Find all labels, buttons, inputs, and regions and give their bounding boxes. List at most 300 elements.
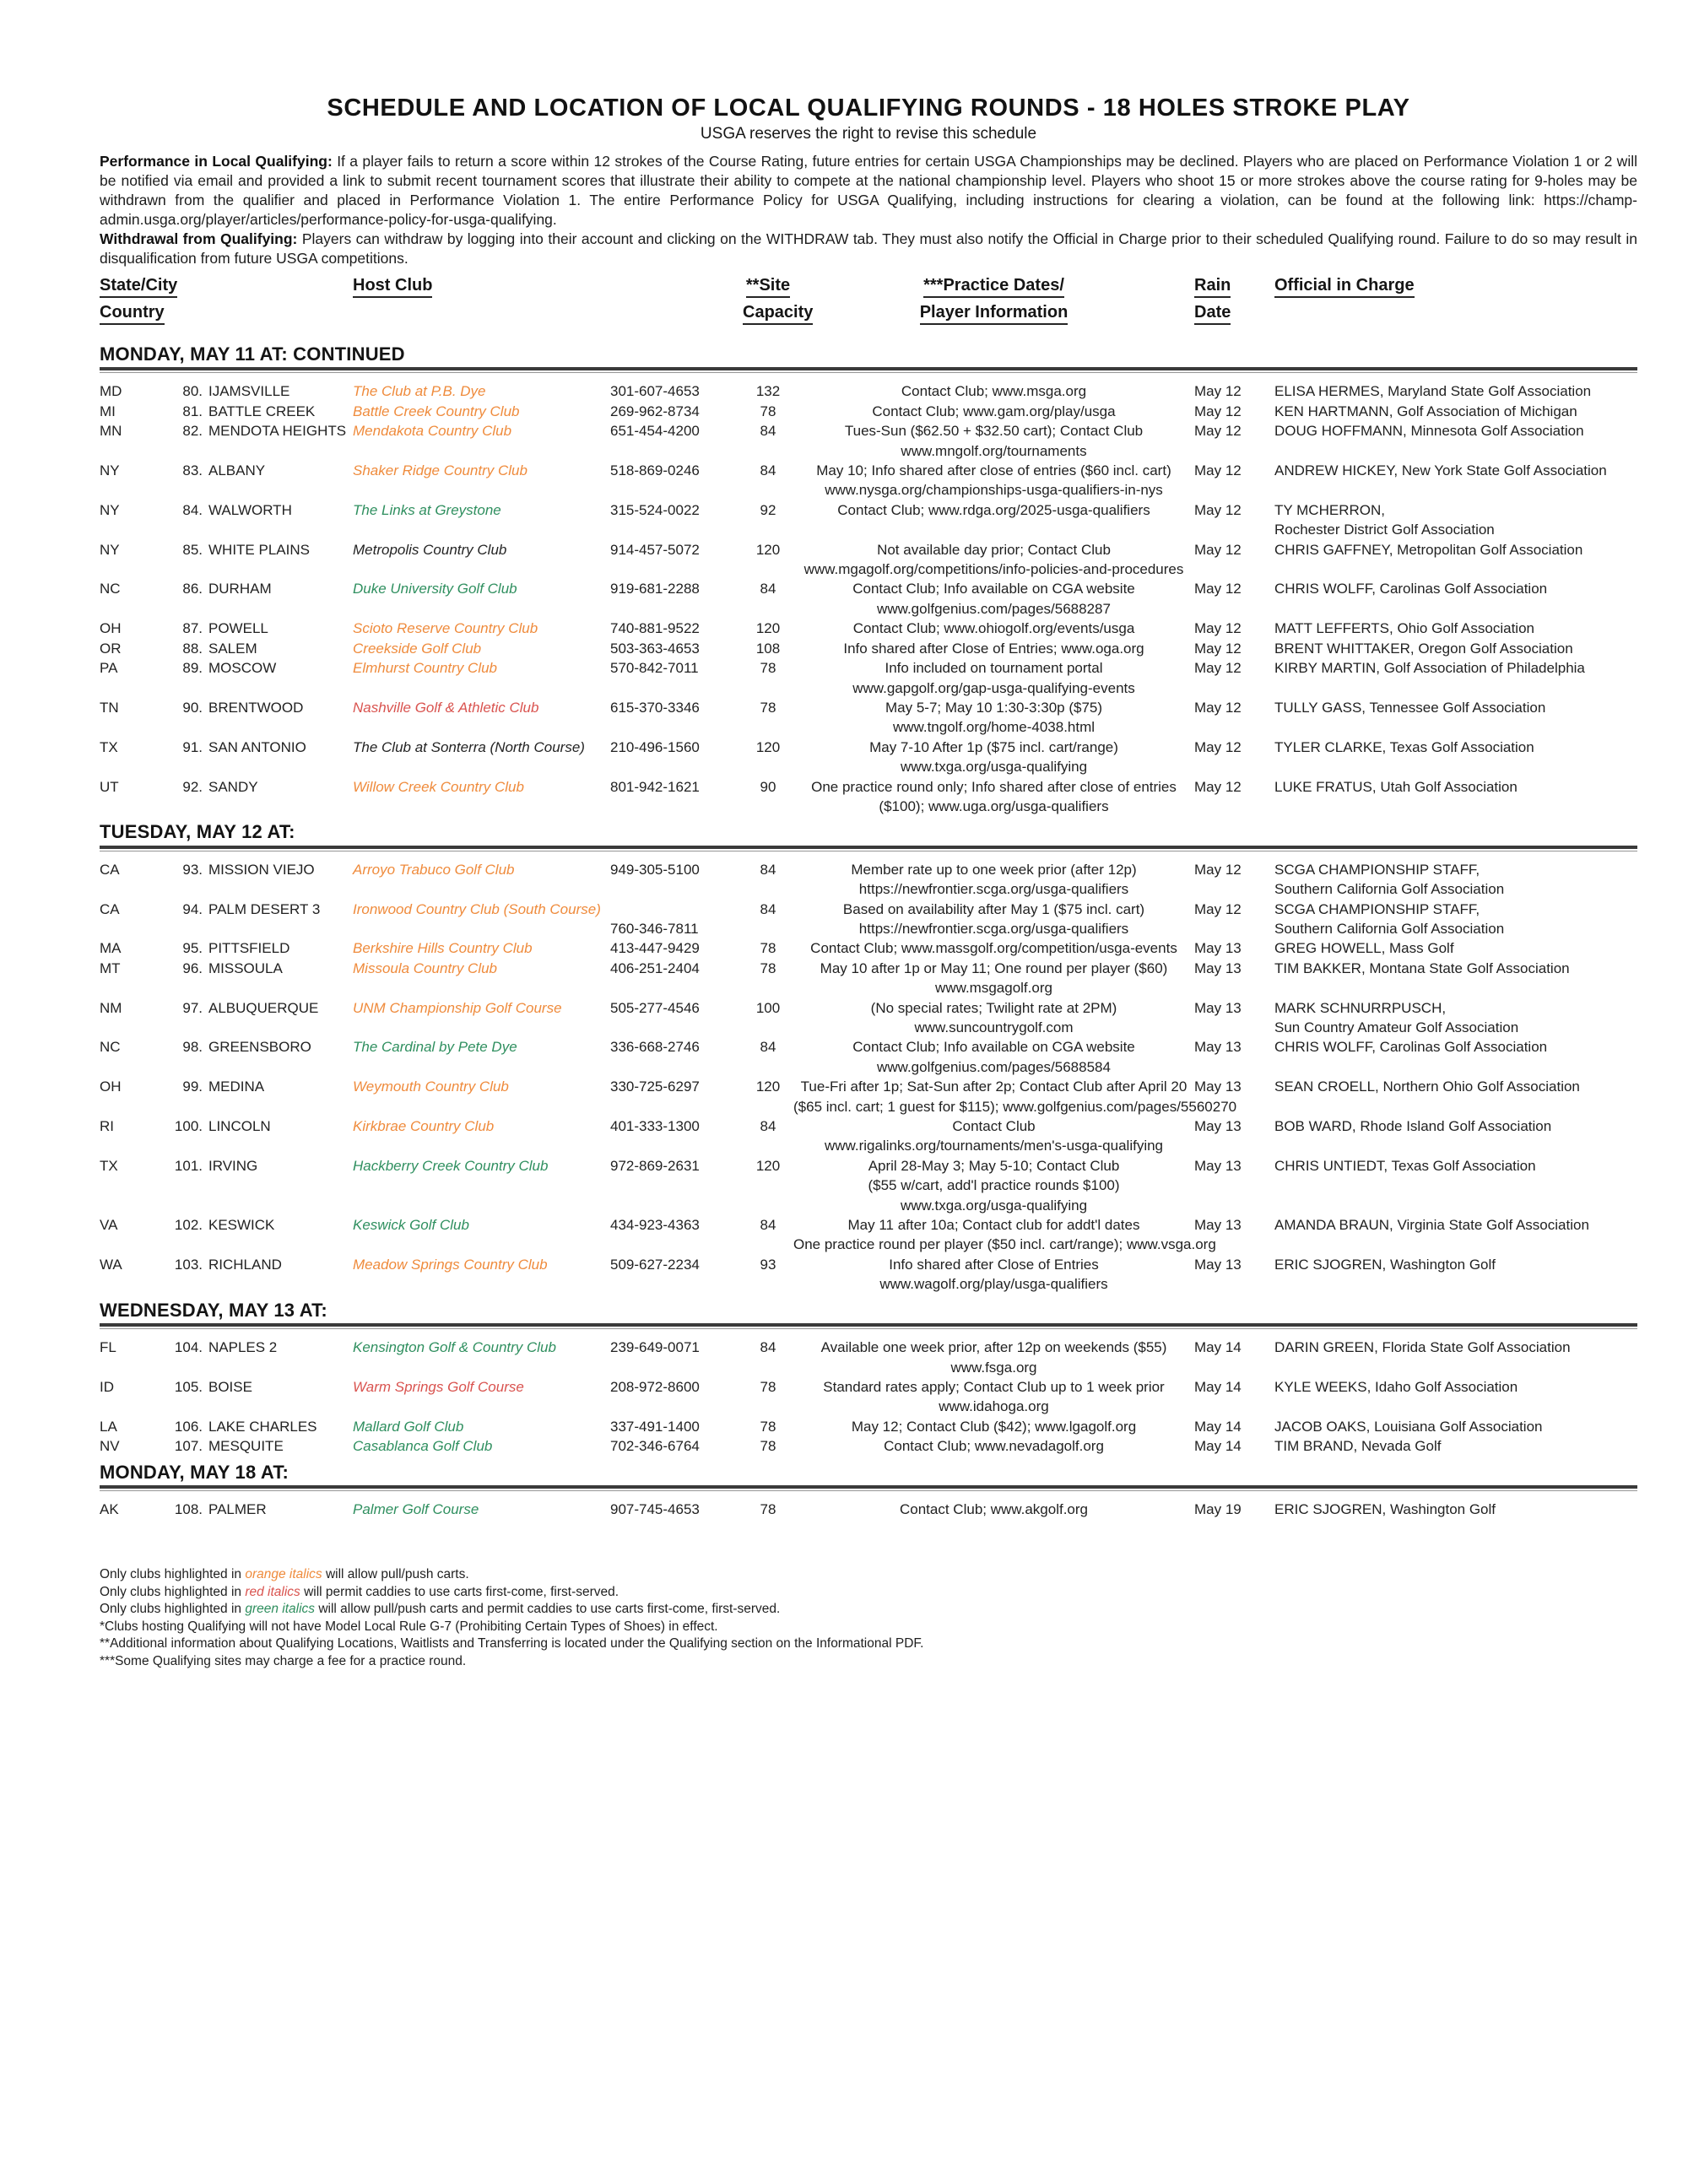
phone-cell: 210-496-1560	[610, 738, 700, 755]
rain-date-cell: May 12	[1194, 861, 1242, 878]
rain-date-cell: May 12	[1194, 738, 1242, 755]
capacity-cell: 78	[760, 403, 776, 419]
table-row	[100, 1215, 1637, 1255]
state-cell: NC	[100, 1039, 121, 1056]
phone-cell: 330-725-6297	[610, 1078, 700, 1095]
official-cell: GREG HOWELL, Mass Golf	[1274, 940, 1454, 957]
host-club-cell: Nashville Golf & Athletic Club	[353, 699, 539, 716]
capacity-cell: 120	[755, 620, 781, 637]
state-cell: OR	[100, 640, 122, 657]
city-number: 90.	[182, 699, 203, 716]
footnote-line: *Clubs hosting Qualifying will not have Model Local Rule G-7 (Prohibiting Certain Types of Shoes) in effect.	[100, 1619, 718, 1634]
phone-cell: 570-842-7011	[610, 660, 699, 677]
practice-info-cell: Contact Club; www.akgolf.org	[900, 1500, 1088, 1517]
official-cell: CHRIS UNTIEDT, Texas Golf Association	[1274, 1157, 1536, 1174]
city-cell: 88. SALEM	[169, 639, 353, 658]
column-header-label: State/City	[100, 277, 177, 298]
phone-cell: 702-346-6764	[610, 1438, 700, 1455]
capacity-cell: 84	[760, 423, 776, 440]
rain-date-cell: May 14	[1194, 1378, 1242, 1395]
qualifying-table	[100, 277, 1637, 1519]
table-row	[100, 402, 1637, 421]
phone-cell: 505-277-4546	[610, 999, 700, 1016]
official-cell: DOUG HOFFMANN, Minnesota Golf Association	[1274, 423, 1584, 440]
official-cell: BRENT WHITTAKER, Oregon Golf Association	[1274, 640, 1573, 657]
practice-info-cell: Standard rates apply; Contact Club up to 1 week prior www.idahoga.org	[823, 1378, 1165, 1415]
intro-paragraph-lead: Withdrawal from Qualifying:	[100, 230, 298, 247]
header-state-city-country	[100, 277, 353, 338]
host-club-cell: Palmer Golf Course	[353, 1500, 479, 1517]
rain-date-cell: May 13	[1194, 1078, 1242, 1095]
table-row	[100, 381, 1637, 401]
official-cell: DARIN GREEN, Florida State Golf Association	[1274, 1339, 1571, 1356]
phone-cell: 336-668-2746	[610, 1039, 700, 1056]
state-cell: ID	[100, 1378, 114, 1395]
rain-date-cell: May 12	[1194, 462, 1242, 479]
host-club-cell: Kirkbrae Country Club	[353, 1118, 495, 1135]
capacity-cell: 93	[760, 1256, 776, 1273]
state-cell: AK	[100, 1500, 119, 1517]
section-divider	[100, 367, 1637, 373]
city-cell: 94. PALM DESERT 3	[169, 900, 353, 939]
practice-info-cell: Member rate up to one week prior (after 12p) https://newfrontier.scga.org/usga-qualifiers	[851, 861, 1137, 898]
section-header: MONDAY, MAY 18 AT:	[100, 1461, 289, 1483]
official-cell: TYLER CLARKE, Texas Golf Association	[1274, 738, 1534, 755]
rain-date-cell: May 12	[1194, 383, 1242, 400]
city-number: 97.	[182, 999, 203, 1016]
official-cell: CHRIS WOLFF, Carolinas Golf Association	[1274, 581, 1548, 597]
rain-date-cell: May 13	[1194, 940, 1242, 957]
column-header-row	[100, 277, 1637, 338]
table-row	[100, 540, 1637, 580]
practice-info-cell: May 10 after 1p or May 11; One round per player ($60) www.msgagolf.org	[820, 960, 1168, 997]
host-club-cell: UNM Championship Golf Course	[353, 999, 562, 1016]
phone-cell: 651-454-4200	[610, 423, 700, 440]
table-row	[100, 1116, 1637, 1156]
phone-cell: 406-251-2404	[610, 960, 700, 976]
table-row	[100, 421, 1637, 461]
practice-info-cell: Tue-Fri after 1p; Sat-Sun after 2p; Contact Club after April 20 ($65 incl. cart; 1 guest for $115); www.golfgenius.com/pages/5560270	[793, 1078, 1237, 1115]
city-number: 108.	[174, 1500, 203, 1517]
official-cell: ANDREW HICKEY, New York State Golf Association	[1274, 462, 1607, 479]
city-number: 106.	[174, 1418, 203, 1435]
host-club-cell: Kensington Golf & Country Club	[353, 1339, 556, 1356]
practice-info-cell: May 10; Info shared after close of entries ($60 incl. cart) www.nysga.org/championships-usga-qualifiers-in-nys	[816, 462, 1171, 499]
phone-cell: 208-972-8600	[610, 1378, 700, 1395]
section-header-row	[100, 816, 1637, 859]
column-header-label: Official in Charge	[1274, 277, 1415, 298]
city-number: 91.	[182, 738, 203, 755]
capacity-cell: 78	[760, 1500, 776, 1517]
practice-info-cell: Info shared after Close of Entries www.wagolf.org/play/usga-qualifiers	[879, 1256, 1108, 1293]
practice-info-cell: Contact Club; www.nevadagolf.org	[884, 1438, 1104, 1455]
official-cell: KEN HARTMANN, Golf Association of Michigan	[1274, 403, 1577, 419]
state-cell: VA	[100, 1217, 118, 1234]
city-number: 103.	[174, 1256, 203, 1273]
capacity-cell: 78	[760, 1418, 776, 1435]
official-cell: TY MCHERRON, Rochester District Golf Association	[1274, 501, 1495, 538]
city-number: 100.	[174, 1118, 203, 1135]
capacity-cell: 120	[755, 738, 781, 755]
practice-info-cell: May 12; Contact Club ($42); www.lgagolf.org	[851, 1418, 1137, 1435]
rain-date-cell: May 12	[1194, 423, 1242, 440]
table-row	[100, 500, 1637, 540]
state-cell: OH	[100, 1078, 122, 1095]
table-row	[100, 777, 1637, 817]
state-cell: PA	[100, 660, 118, 677]
phone-cell: 503-363-4653	[610, 640, 700, 657]
column-header-label: Country	[100, 304, 165, 325]
practice-info-cell: Info included on tournament portal www.gapgolf.org/gap-usga-qualifying-events	[852, 660, 1135, 696]
city-cell: 103. RICHLAND	[169, 1255, 353, 1295]
capacity-cell: 78	[760, 699, 776, 716]
section-header-row	[100, 338, 1637, 381]
city-cell: 80. IJAMSVILLE	[169, 381, 353, 401]
host-club-cell: The Club at Sonterra (North Course)	[353, 738, 585, 755]
practice-info-cell: May 7-10 After 1p ($75 incl. cart/range) www.txga.org/usga-qualifying	[869, 738, 1118, 776]
city-cell: 83. ALBANY	[169, 461, 353, 500]
footnote-highlight: green italics	[245, 1602, 316, 1617]
capacity-cell: 84	[760, 861, 776, 878]
host-club-cell: Weymouth Country Club	[353, 1078, 509, 1095]
table-row	[100, 860, 1637, 900]
capacity-cell: 78	[760, 1438, 776, 1455]
city-cell: 95. PITTSFIELD	[169, 938, 353, 958]
phone-cell: 301-607-4653	[610, 383, 700, 400]
city-cell: 87. POWELL	[169, 619, 353, 638]
city-number: 84.	[182, 501, 203, 518]
table-row	[100, 461, 1637, 500]
table-row	[100, 1338, 1637, 1377]
state-cell: CA	[100, 900, 120, 917]
host-club-cell: Duke University Golf Club	[353, 581, 517, 597]
city-number: 92.	[182, 778, 203, 795]
capacity-cell: 90	[760, 778, 776, 795]
table-row	[100, 639, 1637, 658]
city-number: 93.	[182, 861, 203, 878]
official-cell: LUKE FRATUS, Utah Golf Association	[1274, 778, 1518, 795]
state-cell: TN	[100, 699, 119, 716]
official-cell: ERIC SJOGREN, Washington Golf	[1274, 1500, 1496, 1517]
city-number: 81.	[182, 403, 203, 419]
practice-info-cell: Based on availability after May 1 ($75 incl. cart) https://newfrontier.scga.org/usga-qualifiers	[842, 900, 1145, 937]
practice-info-cell: Info shared after Close of Entries; www.oga.org	[843, 640, 1144, 657]
host-club-cell: Hackberry Creek Country Club	[353, 1157, 549, 1174]
phone-cell: 972-869-2631	[610, 1157, 700, 1174]
official-cell: KYLE WEEKS, Idaho Golf Association	[1274, 1378, 1518, 1395]
official-cell: SCGA CHAMPIONSHIP STAFF, Southern California Golf Association	[1274, 861, 1505, 898]
capacity-cell: 78	[760, 960, 776, 976]
table-row	[100, 1417, 1637, 1436]
phone-cell: 949-305-5100	[610, 861, 700, 878]
state-cell: CA	[100, 861, 120, 878]
rain-date-cell: May 13	[1194, 1256, 1242, 1273]
host-club-cell: Berkshire Hills Country Club	[353, 940, 533, 957]
city-cell: 90. BRENTWOOD	[169, 698, 353, 738]
city-cell: 84. WALWORTH	[169, 500, 353, 540]
practice-info-cell: Available one week prior, after 12p on weekends ($55) www.fsga.org	[820, 1339, 1167, 1376]
host-club-cell: Elmhurst Country Club	[353, 660, 498, 677]
rain-date-cell: May 12	[1194, 620, 1242, 637]
state-cell: MN	[100, 423, 122, 440]
city-number: 96.	[182, 960, 203, 976]
city-cell: 107. MESQUITE	[169, 1436, 353, 1456]
phone-cell: 740-881-9522	[610, 620, 700, 637]
host-club-cell: Scioto Reserve Country Club	[353, 620, 538, 637]
city-number: 85.	[182, 541, 203, 558]
header-site-capacity	[743, 276, 814, 338]
rain-date-cell: May 12	[1194, 403, 1242, 419]
capacity-cell: 84	[760, 1339, 776, 1356]
rain-date-cell: May 13	[1194, 999, 1242, 1016]
official-cell: AMANDA BRAUN, Virginia State Golf Association	[1274, 1217, 1589, 1234]
rain-date-cell: May 12	[1194, 581, 1242, 597]
table-row	[100, 1500, 1637, 1519]
city-number: 101.	[174, 1157, 203, 1174]
rain-date-cell: May 14	[1194, 1418, 1242, 1435]
state-cell: NY	[100, 462, 120, 479]
capacity-cell: 120	[755, 541, 781, 558]
section-header-cell	[100, 1295, 1637, 1338]
footnote-line: Only clubs highlighted in green italics will allow pull/push carts and permit caddies to use carts first-come, first-served.	[100, 1602, 781, 1617]
capacity-cell: 78	[760, 1378, 776, 1395]
capacity-cell: 78	[760, 660, 776, 677]
section-header: TUESDAY, MAY 12 AT:	[100, 821, 295, 843]
capacity-cell: 132	[755, 383, 781, 400]
practice-info-cell: One practice round only; Info shared after close of entries ($100); www.uga.org/usga-qualifiers	[811, 778, 1177, 814]
city-cell: 105. BOISE	[169, 1377, 353, 1417]
city-number: 94.	[182, 900, 203, 917]
state-cell: UT	[100, 778, 119, 795]
header-rain-date	[1194, 277, 1274, 338]
host-club-cell: Mallard Golf Club	[353, 1418, 464, 1435]
table-row	[100, 998, 1637, 1038]
state-cell: TX	[100, 738, 118, 755]
footnotes	[100, 1566, 1637, 1670]
city-number: 107.	[174, 1438, 203, 1455]
practice-info-cell: Contact Club; www.rdga.org/2025-usga-qualifiers	[837, 501, 1150, 518]
capacity-cell: 120	[755, 1078, 781, 1095]
section-header: WEDNESDAY, MAY 13 AT:	[100, 1299, 327, 1321]
practice-info-cell: Contact Club; www.massgolf.org/competition/usga-events	[810, 940, 1177, 957]
host-club-cell: Creekside Golf Club	[353, 640, 482, 657]
city-cell: 102. KESWICK	[169, 1215, 353, 1255]
official-cell: CHRIS WOLFF, Carolinas Golf Association	[1274, 1039, 1548, 1056]
official-cell: TULLY GASS, Tennessee Golf Association	[1274, 699, 1546, 716]
table-row	[100, 698, 1637, 738]
table-row	[100, 658, 1637, 698]
host-club-cell: The Links at Greystone	[353, 501, 501, 518]
practice-info-cell: Contact Club; www.msga.org	[901, 383, 1087, 400]
official-cell: JACOB OAKS, Louisiana Golf Association	[1274, 1418, 1543, 1435]
city-number: 104.	[174, 1339, 203, 1356]
intro-paragraph-lead: Performance in Local Qualifying:	[100, 153, 333, 170]
city-number: 87.	[182, 620, 203, 637]
table-row	[100, 938, 1637, 958]
city-cell: 98. GREENSBORO	[169, 1037, 353, 1077]
table-row	[100, 1255, 1637, 1295]
table-row	[100, 619, 1637, 638]
official-cell: ELISA HERMES, Maryland State Golf Association	[1274, 383, 1592, 400]
footnote-line: ***Some Qualifying sites may charge a fee for a practice round.	[100, 1653, 467, 1668]
city-number: 88.	[182, 640, 203, 657]
column-header-label: Player Information	[920, 304, 1069, 325]
header-host-club	[353, 277, 743, 338]
schedule-section	[100, 277, 1637, 1519]
table-row	[100, 1037, 1637, 1077]
capacity-cell: 84	[760, 1039, 776, 1056]
intro-paragraphs	[100, 152, 1637, 268]
city-number: 105.	[174, 1378, 203, 1395]
state-cell: NC	[100, 581, 121, 597]
host-club-cell: Meadow Springs Country Club	[353, 1256, 548, 1273]
official-cell: BOB WARD, Rhode Island Golf Association	[1274, 1118, 1552, 1135]
practice-info-cell: May 11 after 10a; Contact club for addt'l dates One practice round per player ($50 incl. cart/range); www.vsga.org	[793, 1217, 1216, 1253]
phone-cell: 615-370-3346	[610, 699, 700, 716]
city-cell: 82. MENDOTA HEIGHTS	[169, 421, 353, 461]
state-cell: NV	[100, 1438, 120, 1455]
city-number: 95.	[182, 940, 203, 957]
state-cell: NM	[100, 999, 122, 1016]
official-cell: CHRIS GAFFNEY, Metropolitan Golf Association	[1274, 541, 1583, 558]
city-cell: 96. MISSOULA	[169, 959, 353, 998]
capacity-cell: 120	[755, 1157, 781, 1174]
phone-cell: 907-745-4653	[610, 1500, 700, 1517]
city-cell: 108. PALMER	[169, 1500, 353, 1519]
header-official-in-charge	[1274, 277, 1637, 338]
section-divider	[100, 1485, 1637, 1491]
page-title: SCHEDULE AND LOCATION OF LOCAL QUALIFYING ROUNDS - 18 HOLES STROKE PLAY	[327, 95, 1410, 122]
host-club-cell: Metropolis Country Club	[353, 541, 507, 558]
column-header-label: **Site	[746, 277, 790, 298]
official-cell: SEAN CROELL, Northern Ohio Golf Association	[1274, 1078, 1580, 1095]
state-cell: NY	[100, 541, 120, 558]
city-cell: 104. NAPLES 2	[169, 1338, 353, 1377]
practice-info-cell: May 5-7; May 10 1:30-3:30p ($75) www.tngolf.org/home-4038.html	[885, 699, 1103, 736]
rain-date-cell: May 13	[1194, 1039, 1242, 1056]
practice-info-cell: Contact Club; www.gam.org/play/usga	[872, 403, 1116, 419]
state-cell: MI	[100, 403, 116, 419]
rain-date-cell: May 13	[1194, 960, 1242, 976]
rain-date-cell: May 13	[1194, 1157, 1242, 1174]
practice-info-cell: Contact Club; Info available on CGA website www.golfgenius.com/pages/5688287	[852, 581, 1135, 617]
official-cell: TIM BRAND, Nevada Golf	[1274, 1438, 1442, 1455]
rain-date-cell: May 13	[1194, 1118, 1242, 1135]
state-cell: TX	[100, 1157, 118, 1174]
section-divider	[100, 1323, 1637, 1329]
practice-info-cell: Not available day prior; Contact Club www.mgagolf.org/competitions/info-policies-and-procedures	[803, 541, 1184, 578]
phone-cell: 434-923-4363	[610, 1217, 700, 1234]
capacity-cell: 84	[760, 462, 776, 479]
host-club-cell: Arroyo Trabuco Golf Club	[353, 861, 515, 878]
footnote-highlight: red italics	[245, 1584, 300, 1599]
phone-cell: 413-447-9429	[610, 940, 700, 957]
column-header-label: Host Club	[353, 277, 432, 298]
practice-info-cell: Contact Club www.rigalinks.org/tournaments/men's-usga-qualifying	[824, 1118, 1164, 1154]
host-club-cell: Keswick Golf Club	[353, 1217, 469, 1234]
section-header-cell	[100, 816, 1637, 859]
city-cell: 100. LINCOLN	[169, 1116, 353, 1156]
rain-date-cell: May 12	[1194, 660, 1242, 677]
page-subtitle: USGA reserves the right to revise this schedule	[700, 125, 1037, 143]
capacity-cell: 84	[760, 1118, 776, 1135]
city-cell: 97. ALBUQUERQUE	[169, 998, 353, 1038]
host-club-cell: Casablanca Golf Club	[353, 1438, 493, 1455]
rain-date-cell: May 19	[1194, 1500, 1242, 1517]
official-cell: TIM BAKKER, Montana State Golf Association	[1274, 960, 1570, 976]
rain-date-cell: May 12	[1194, 640, 1242, 657]
section-header-row	[100, 1295, 1637, 1338]
phone-cell: 509-627-2234	[610, 1256, 700, 1273]
practice-info-cell: April 28-May 3; May 5-10; Contact Club ($55 w/cart, add'l practice rounds $100) www.txga.org/usga-qualifying	[868, 1157, 1120, 1214]
rain-date-cell: May 12	[1194, 501, 1242, 518]
city-number: 99.	[182, 1078, 203, 1095]
state-cell: LA	[100, 1418, 117, 1435]
table-row	[100, 900, 1637, 939]
section-header: MONDAY, MAY 11 AT: CONTINUED	[100, 343, 405, 365]
city-cell: 81. BATTLE CREEK	[169, 402, 353, 421]
city-cell: 92. SANDY	[169, 777, 353, 817]
host-club-cell: The Cardinal by Pete Dye	[353, 1039, 517, 1056]
footnote-line: Only clubs highlighted in orange italics will allow pull/push carts.	[100, 1567, 469, 1582]
host-club-cell: Ironwood Country Club (South Course)	[353, 900, 601, 917]
footnote-highlight: orange italics	[245, 1567, 322, 1582]
official-cell: KIRBY MARTIN, Golf Association of Philadelphia	[1274, 660, 1585, 677]
table-row	[100, 1156, 1637, 1215]
state-cell: WA	[100, 1256, 122, 1273]
phone-cell: 337-491-1400	[610, 1418, 700, 1435]
section-header-cell	[100, 338, 1637, 381]
city-cell: 91. SAN ANTONIO	[169, 738, 353, 777]
host-club-cell: Warm Springs Golf Course	[353, 1378, 524, 1395]
host-club-cell: Battle Creek Country Club	[353, 403, 520, 419]
city-cell: 101. IRVING	[169, 1156, 353, 1215]
footnote-line: **Additional information about Qualifying Locations, Waitlists and Transferring is located under the Qualifying section on the Informational PDF.	[100, 1636, 924, 1652]
rain-date-cell: May 12	[1194, 900, 1242, 917]
table-row	[100, 1436, 1637, 1456]
state-cell: MD	[100, 383, 122, 400]
host-club-cell: Shaker Ridge Country Club	[353, 462, 528, 479]
city-number: 89.	[182, 660, 203, 677]
city-cell: 86. DURHAM	[169, 579, 353, 619]
table-row	[100, 1377, 1637, 1417]
intro-paragraph: Performance in Local Qualifying: If a player fails to return a score within 12 strokes of the Course Rating, future entries for certain USGA Championships may be declined. Players who are placed on Performance Violation 1 or 2 will be notified via email and provided a link to submit recent tournament scores that illustrate their ability to compete at the national championship level. Players who shoot 15 or more strokes above the course rating for 9-holes may be withdrawn from the qualifier and placed in Performance Violation 1. The entire Performance Policy for USGA Qualifying, including instructions for clearing a violation, can be found at the following link: https://champ-admin.usga.org/player/articles/performance-policy-for-usga-qualifying.	[100, 153, 1637, 228]
column-header-label: Capacity	[743, 304, 813, 325]
capacity-cell: 84	[760, 1217, 776, 1234]
rain-date-cell: May 14	[1194, 1339, 1242, 1356]
city-cell: 93. MISSION VIEJO	[169, 860, 353, 900]
official-cell: MATT LEFFERTS, Ohio Golf Association	[1274, 620, 1534, 637]
state-cell: NY	[100, 501, 120, 518]
practice-info-cell: Contact Club; www.ohiogolf.org/events/usga	[852, 620, 1135, 637]
city-cell: 106. LAKE CHARLES	[169, 1417, 353, 1436]
official-cell: ERIC SJOGREN, Washington Golf	[1274, 1256, 1496, 1273]
table-row	[100, 1077, 1637, 1116]
city-number: 98.	[182, 1039, 203, 1056]
city-number: 80.	[182, 383, 203, 400]
state-cell: FL	[100, 1339, 116, 1356]
phone-cell: 518-869-0246	[610, 462, 700, 479]
capacity-cell: 108	[755, 640, 781, 657]
capacity-cell: 84	[760, 581, 776, 597]
phone-cell: 401-333-1300	[610, 1118, 700, 1135]
section-header-row	[100, 1457, 1637, 1500]
state-cell: OH	[100, 620, 122, 637]
rain-date-cell: May 12	[1194, 699, 1242, 716]
host-club-cell: The Club at P.B. Dye	[353, 383, 486, 400]
phone-cell: 239-649-0071	[610, 1339, 700, 1356]
rain-date-cell: May 12	[1194, 778, 1242, 795]
